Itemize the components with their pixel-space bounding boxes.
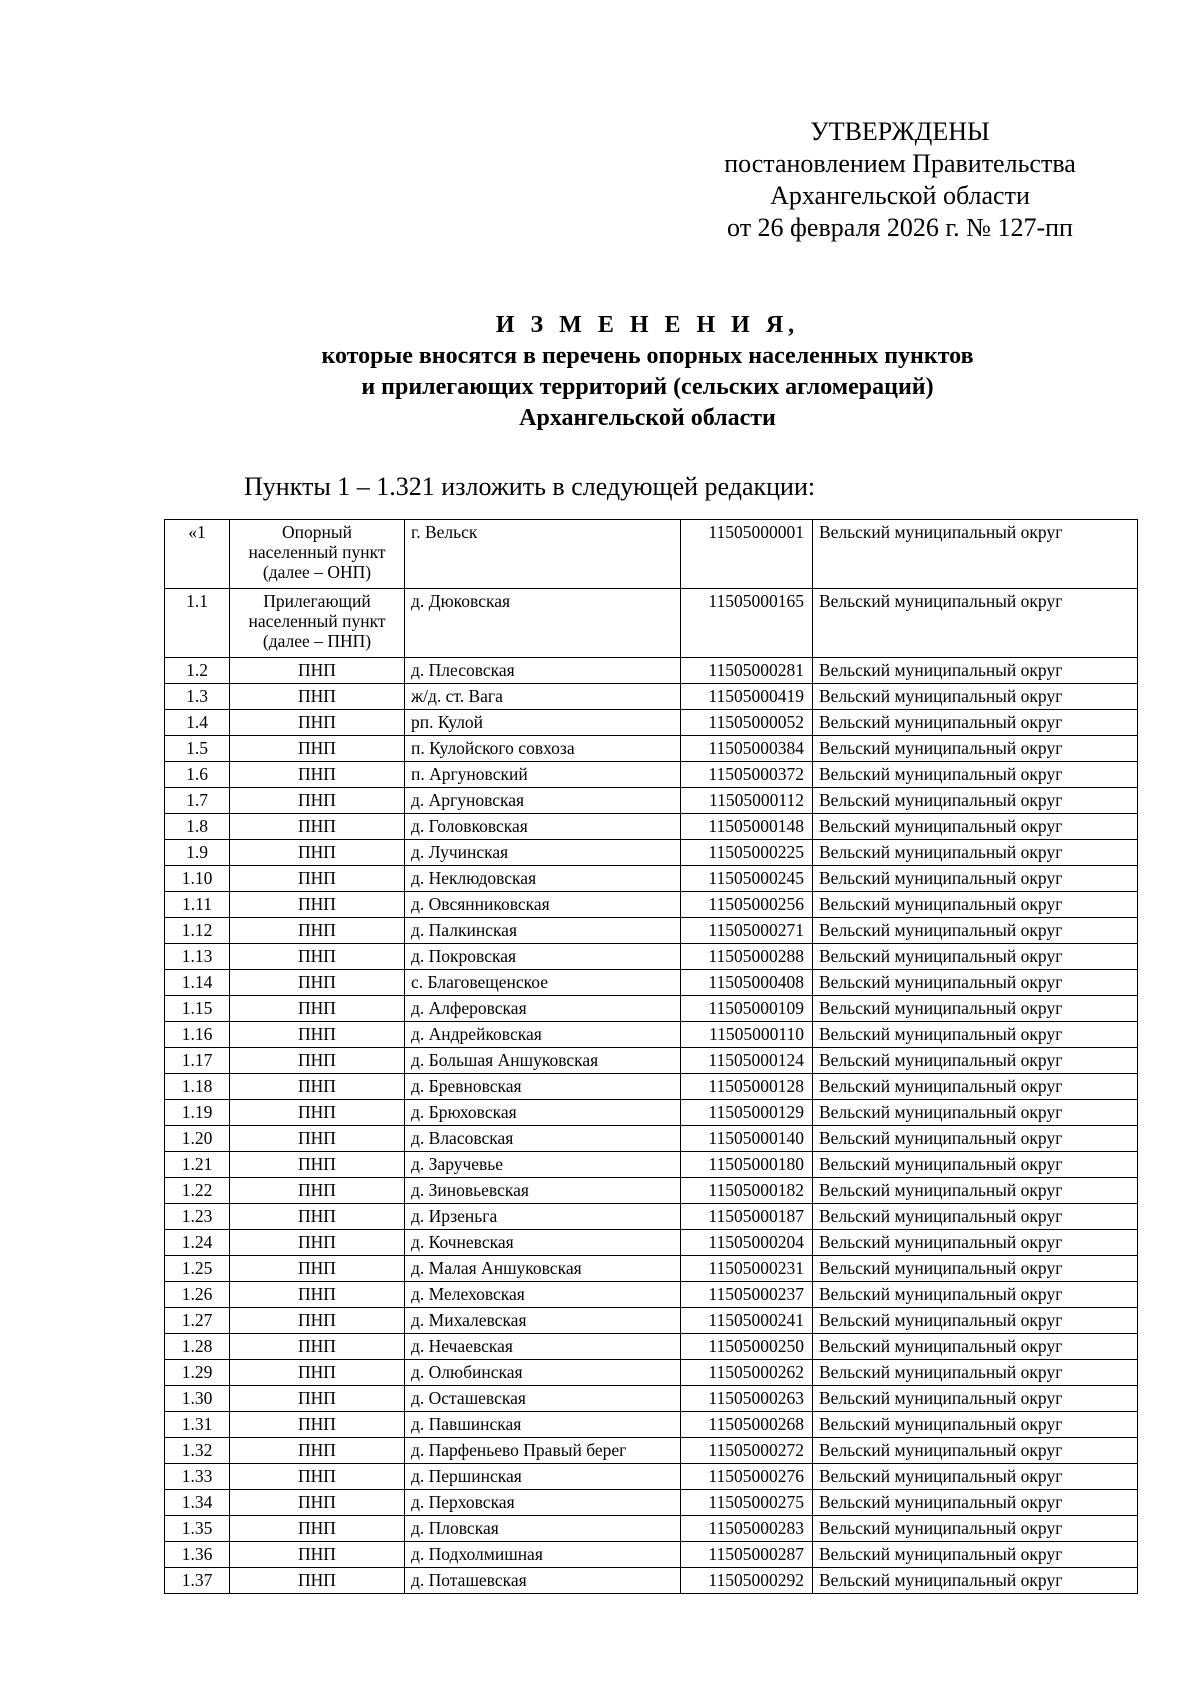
item-number-cell: 1.2 <box>165 658 230 684</box>
title-line: и прилегающих территорий (сельских агломераций) <box>361 374 934 400</box>
table-row <box>165 1074 1138 1100</box>
oktmo-code-cell: 11505000271 <box>681 918 813 944</box>
item-number-cell: 1.33 <box>165 1464 230 1490</box>
municipality-cell: Вельский муниципальный округ <box>813 1022 1138 1048</box>
settlement-name-cell: д. Заручевье <box>405 1152 681 1178</box>
settlement-type-cell: ПНП <box>230 684 405 710</box>
table-row <box>165 658 1138 684</box>
settlement-name-cell: д. Большая Аншуковская <box>405 1048 681 1074</box>
settlement-type-cell: ПНП <box>230 1152 405 1178</box>
municipality-cell: Вельский муниципальный округ <box>813 918 1138 944</box>
item-number-cell: 1.1 <box>165 589 230 658</box>
settlement-name-cell: д. Бревновская <box>405 1074 681 1100</box>
item-number-cell: 1.20 <box>165 1126 230 1152</box>
settlement-type-cell: ПНП <box>230 1438 405 1464</box>
item-number-cell: 1.23 <box>165 1204 230 1230</box>
settlement-type-cell: ПНП <box>230 736 405 762</box>
approval-date-number: от 26 февраля 2026 г. № 127-пп <box>727 213 1073 242</box>
settlement-type-cell: ПНП <box>230 1464 405 1490</box>
table-row <box>165 1412 1138 1438</box>
item-number-cell: 1.14 <box>165 970 230 996</box>
settlement-type-cell: ПНП <box>230 996 405 1022</box>
oktmo-code-cell: 11505000052 <box>681 710 813 736</box>
oktmo-code-cell: 11505000204 <box>681 1230 813 1256</box>
settlement-name-cell: д. Дюковская <box>405 589 681 658</box>
settlement-name-cell: д. Брюховская <box>405 1100 681 1126</box>
municipality-cell: Вельский муниципальный округ <box>813 1152 1138 1178</box>
settlement-name-cell: д. Лучинская <box>405 840 681 866</box>
settlement-name-cell: д. Андрейковская <box>405 1022 681 1048</box>
settlement-name-cell: д. Подхолмишная <box>405 1542 681 1568</box>
table-row <box>165 970 1138 996</box>
oktmo-code-cell: 11505000124 <box>681 1048 813 1074</box>
oktmo-code-cell: 11505000384 <box>681 736 813 762</box>
oktmo-code-cell: 11505000408 <box>681 970 813 996</box>
table-row <box>165 520 1138 589</box>
municipality-cell: Вельский муниципальный округ <box>813 1282 1138 1308</box>
oktmo-code-cell: 11505000001 <box>681 520 813 589</box>
document-title <box>164 310 1131 434</box>
settlement-name-cell: д. Мелеховская <box>405 1282 681 1308</box>
settlement-type-cell: ПНП <box>230 1230 405 1256</box>
oktmo-code-cell: 11505000128 <box>681 1074 813 1100</box>
item-number-cell: 1.21 <box>165 1152 230 1178</box>
oktmo-code-cell: 11505000263 <box>681 1386 813 1412</box>
oktmo-code-cell: 11505000250 <box>681 1334 813 1360</box>
oktmo-code-cell: 11505000292 <box>681 1568 813 1594</box>
table-row <box>165 1386 1138 1412</box>
settlement-type-cell: ПНП <box>230 866 405 892</box>
item-number-cell: 1.34 <box>165 1490 230 1516</box>
municipality-cell: Вельский муниципальный округ <box>813 1126 1138 1152</box>
settlement-type-cell: ПНП <box>230 970 405 996</box>
settlement-name-cell: д. Поташевская <box>405 1568 681 1594</box>
municipality-cell: Вельский муниципальный округ <box>813 1490 1138 1516</box>
oktmo-code-cell: 11505000288 <box>681 944 813 970</box>
oktmo-code-cell: 11505000129 <box>681 1100 813 1126</box>
municipality-cell: Вельский муниципальный округ <box>813 996 1138 1022</box>
item-number-cell: 1.10 <box>165 866 230 892</box>
municipality-cell: Вельский муниципальный округ <box>813 1516 1138 1542</box>
table-row <box>165 918 1138 944</box>
settlement-type-cell: ПНП <box>230 1412 405 1438</box>
item-number-cell: 1.5 <box>165 736 230 762</box>
table-row <box>165 1438 1138 1464</box>
approval-heading: УТВЕРЖДЕНЫ <box>810 117 990 146</box>
table-row <box>165 1204 1138 1230</box>
item-number-cell: 1.29 <box>165 1360 230 1386</box>
settlement-type-cell: Прилегающий населенный пункт (далее – ПНП) <box>230 589 405 658</box>
settlement-type-cell: ПНП <box>230 788 405 814</box>
municipality-cell: Вельский муниципальный округ <box>813 892 1138 918</box>
oktmo-code-cell: 11505000140 <box>681 1126 813 1152</box>
table-row <box>165 710 1138 736</box>
table-row <box>165 684 1138 710</box>
municipality-cell: Вельский муниципальный округ <box>813 1100 1138 1126</box>
settlement-name-cell: д. Парфеньево Правый берег <box>405 1438 681 1464</box>
municipality-cell: Вельский муниципальный округ <box>813 1360 1138 1386</box>
settlement-name-cell: д. Неклюдовская <box>405 866 681 892</box>
settlement-type-cell: ПНП <box>230 1490 405 1516</box>
table-row <box>165 892 1138 918</box>
settlement-name-cell: д. Пловская <box>405 1516 681 1542</box>
municipality-cell: Вельский муниципальный округ <box>813 684 1138 710</box>
municipality-cell: Вельский муниципальный округ <box>813 970 1138 996</box>
municipality-cell: Вельский муниципальный округ <box>813 944 1138 970</box>
settlement-name-cell: г. Вельск <box>405 520 681 589</box>
oktmo-code-cell: 11505000231 <box>681 1256 813 1282</box>
municipality-cell: Вельский муниципальный округ <box>813 520 1138 589</box>
oktmo-code-cell: 11505000182 <box>681 1178 813 1204</box>
item-number-cell: 1.26 <box>165 1282 230 1308</box>
oktmo-code-cell: 11505000272 <box>681 1438 813 1464</box>
table-row <box>165 1282 1138 1308</box>
settlement-name-cell: д. Олюбинская <box>405 1360 681 1386</box>
settlement-name-cell: д. Алферовская <box>405 996 681 1022</box>
table-row <box>165 1178 1138 1204</box>
municipality-cell: Вельский муниципальный округ <box>813 1542 1138 1568</box>
settlement-name-cell: д. Перховская <box>405 1490 681 1516</box>
item-number-cell: 1.28 <box>165 1334 230 1360</box>
municipality-cell: Вельский муниципальный округ <box>813 1048 1138 1074</box>
item-number-cell: 1.35 <box>165 1516 230 1542</box>
municipality-cell: Вельский муниципальный округ <box>813 1230 1138 1256</box>
settlement-name-cell: д. Плесовская <box>405 658 681 684</box>
oktmo-code-cell: 11505000245 <box>681 866 813 892</box>
table-row <box>165 866 1138 892</box>
settlement-type-cell: ПНП <box>230 1022 405 1048</box>
table-row <box>165 1334 1138 1360</box>
settlement-type-cell: ПНП <box>230 814 405 840</box>
settlement-name-cell: д. Осташевская <box>405 1386 681 1412</box>
table-row <box>165 944 1138 970</box>
item-number-cell: 1.30 <box>165 1386 230 1412</box>
municipality-cell: Вельский муниципальный округ <box>813 1412 1138 1438</box>
table-row <box>165 996 1138 1022</box>
item-number-cell: 1.4 <box>165 710 230 736</box>
settlement-type-cell: ПНП <box>230 1074 405 1100</box>
table-row <box>165 736 1138 762</box>
settlement-type-cell: ПНП <box>230 1048 405 1074</box>
municipality-cell: Вельский муниципальный округ <box>813 1256 1138 1282</box>
oktmo-code-cell: 11505000256 <box>681 892 813 918</box>
item-number-cell: 1.22 <box>165 1178 230 1204</box>
settlement-type-cell: ПНП <box>230 658 405 684</box>
municipality-cell: Вельский муниципальный округ <box>813 840 1138 866</box>
item-number-cell: 1.13 <box>165 944 230 970</box>
oktmo-code-cell: 11505000268 <box>681 1412 813 1438</box>
settlement-type-cell: ПНП <box>230 1386 405 1412</box>
table-row <box>165 1100 1138 1126</box>
settlement-type-cell: ПНП <box>230 1542 405 1568</box>
item-number-cell: 1.7 <box>165 788 230 814</box>
settlement-type-cell: ПНП <box>230 1568 405 1594</box>
oktmo-code-cell: 11505000241 <box>681 1308 813 1334</box>
oktmo-code-cell: 11505000225 <box>681 840 813 866</box>
municipality-cell: Вельский муниципальный округ <box>813 1464 1138 1490</box>
settlement-type-cell: ПНП <box>230 1516 405 1542</box>
settlement-name-cell: д. Покровская <box>405 944 681 970</box>
oktmo-code-cell: 11505000281 <box>681 658 813 684</box>
settlement-name-cell: д. Аргуновская <box>405 788 681 814</box>
approval-region: Архангельской области <box>770 181 1030 210</box>
title-line: которые вносятся в перечень опорных населенных пунктов <box>321 343 974 369</box>
municipality-cell: Вельский муниципальный округ <box>813 1074 1138 1100</box>
settlement-name-cell: рп. Кулой <box>405 710 681 736</box>
table-row <box>165 788 1138 814</box>
settlement-name-cell: д. Михалевская <box>405 1308 681 1334</box>
settlement-type-cell: ПНП <box>230 710 405 736</box>
table-row <box>165 1308 1138 1334</box>
table-row <box>165 1490 1138 1516</box>
title-heading: И З М Е Н Е Н И Я, <box>495 312 800 338</box>
oktmo-code-cell: 11505000237 <box>681 1282 813 1308</box>
settlement-type-cell: ПНП <box>230 1308 405 1334</box>
oktmo-code-cell: 11505000148 <box>681 814 813 840</box>
municipality-cell: Вельский муниципальный округ <box>813 589 1138 658</box>
oktmo-code-cell: 11505000112 <box>681 788 813 814</box>
oktmo-code-cell: 11505000110 <box>681 1022 813 1048</box>
settlement-name-cell: д. Нечаевская <box>405 1334 681 1360</box>
settlement-type-cell: Опорный населенный пункт (далее – ОНП) <box>230 520 405 589</box>
oktmo-code-cell: 11505000187 <box>681 1204 813 1230</box>
settlement-name-cell: д. Головковская <box>405 814 681 840</box>
table-row <box>165 814 1138 840</box>
title-line: Архангельской области <box>519 405 776 431</box>
item-number-cell: 1.19 <box>165 1100 230 1126</box>
item-number-cell: 1.6 <box>165 762 230 788</box>
settlement-name-cell: п. Аргуновский <box>405 762 681 788</box>
approval-by: постановлением Правительства <box>724 149 1076 178</box>
oktmo-code-cell: 11505000109 <box>681 996 813 1022</box>
oktmo-code-cell: 11505000287 <box>681 1542 813 1568</box>
item-number-cell: 1.25 <box>165 1256 230 1282</box>
settlement-type-cell: ПНП <box>230 944 405 970</box>
table-row <box>165 1568 1138 1594</box>
settlement-type-cell: ПНП <box>230 1282 405 1308</box>
item-number-cell: 1.32 <box>165 1438 230 1464</box>
oktmo-code-cell: 11505000372 <box>681 762 813 788</box>
item-number-cell: 1.37 <box>165 1568 230 1594</box>
municipality-cell: Вельский муниципальный округ <box>813 1386 1138 1412</box>
settlement-type-cell: ПНП <box>230 762 405 788</box>
table-row <box>165 1360 1138 1386</box>
table-row <box>165 1256 1138 1282</box>
table-row <box>165 589 1138 658</box>
settlement-name-cell: д. Зиновьевская <box>405 1178 681 1204</box>
settlement-name-cell: ж/д. ст. Вага <box>405 684 681 710</box>
settlement-type-cell: ПНП <box>230 1360 405 1386</box>
item-number-cell: «1 <box>165 520 230 589</box>
item-number-cell: 1.16 <box>165 1022 230 1048</box>
settlement-type-cell: ПНП <box>230 1178 405 1204</box>
municipality-cell: Вельский муниципальный округ <box>813 788 1138 814</box>
item-number-cell: 1.8 <box>165 814 230 840</box>
intro-paragraph: Пункты 1 – 1.321 изложить в следующей редакции: <box>244 472 816 501</box>
municipality-cell: Вельский муниципальный округ <box>813 1334 1138 1360</box>
settlement-type-cell: ПНП <box>230 1256 405 1282</box>
municipality-cell: Вельский муниципальный округ <box>813 710 1138 736</box>
item-number-cell: 1.12 <box>165 918 230 944</box>
settlement-type-cell: ПНП <box>230 1100 405 1126</box>
oktmo-code-cell: 11505000180 <box>681 1152 813 1178</box>
settlement-name-cell: д. Першинская <box>405 1464 681 1490</box>
oktmo-code-cell: 11505000276 <box>681 1464 813 1490</box>
item-number-cell: 1.9 <box>165 840 230 866</box>
table-row <box>165 840 1138 866</box>
municipality-cell: Вельский муниципальный округ <box>813 736 1138 762</box>
item-number-cell: 1.18 <box>165 1074 230 1100</box>
settlement-name-cell: д. Малая Аншуковская <box>405 1256 681 1282</box>
item-number-cell: 1.15 <box>165 996 230 1022</box>
item-number-cell: 1.31 <box>165 1412 230 1438</box>
municipality-cell: Вельский муниципальный округ <box>813 866 1138 892</box>
municipality-cell: Вельский муниципальный округ <box>813 1204 1138 1230</box>
municipality-cell: Вельский муниципальный округ <box>813 658 1138 684</box>
settlement-type-cell: ПНП <box>230 1204 405 1230</box>
settlements-table <box>164 519 1138 1594</box>
table-row <box>165 1126 1138 1152</box>
settlement-name-cell: п. Кулойского совхоза <box>405 736 681 762</box>
item-number-cell: 1.36 <box>165 1542 230 1568</box>
oktmo-code-cell: 11505000262 <box>681 1360 813 1386</box>
table-row <box>165 1542 1138 1568</box>
oktmo-code-cell: 11505000275 <box>681 1490 813 1516</box>
oktmo-code-cell: 11505000283 <box>681 1516 813 1542</box>
settlement-name-cell: д. Павшинская <box>405 1412 681 1438</box>
item-number-cell: 1.11 <box>165 892 230 918</box>
table-row <box>165 1022 1138 1048</box>
item-number-cell: 1.24 <box>165 1230 230 1256</box>
item-number-cell: 1.17 <box>165 1048 230 1074</box>
settlement-name-cell: д. Овсянниковская <box>405 892 681 918</box>
municipality-cell: Вельский муниципальный округ <box>813 814 1138 840</box>
municipality-cell: Вельский муниципальный округ <box>813 762 1138 788</box>
settlement-type-cell: ПНП <box>230 1334 405 1360</box>
settlement-name-cell: д. Палкинская <box>405 918 681 944</box>
table-row <box>165 1516 1138 1542</box>
municipality-cell: Вельский муниципальный округ <box>813 1568 1138 1594</box>
table-row <box>165 1048 1138 1074</box>
settlement-type-cell: ПНП <box>230 918 405 944</box>
settlement-type-cell: ПНП <box>230 892 405 918</box>
table-row <box>165 762 1138 788</box>
settlement-type-cell: ПНП <box>230 840 405 866</box>
settlement-name-cell: д. Власовская <box>405 1126 681 1152</box>
municipality-cell: Вельский муниципальный округ <box>813 1308 1138 1334</box>
municipality-cell: Вельский муниципальный округ <box>813 1438 1138 1464</box>
table-row <box>165 1152 1138 1178</box>
table-row <box>165 1464 1138 1490</box>
settlement-name-cell: д. Ирзеньга <box>405 1204 681 1230</box>
oktmo-code-cell: 11505000165 <box>681 589 813 658</box>
settlement-name-cell: д. Кочневская <box>405 1230 681 1256</box>
approval-stamp <box>700 116 1100 244</box>
settlement-name-cell: с. Благовещенское <box>405 970 681 996</box>
item-number-cell: 1.3 <box>165 684 230 710</box>
oktmo-code-cell: 11505000419 <box>681 684 813 710</box>
item-number-cell: 1.27 <box>165 1308 230 1334</box>
settlement-type-cell: ПНП <box>230 1126 405 1152</box>
municipality-cell: Вельский муниципальный округ <box>813 1178 1138 1204</box>
table-row <box>165 1230 1138 1256</box>
